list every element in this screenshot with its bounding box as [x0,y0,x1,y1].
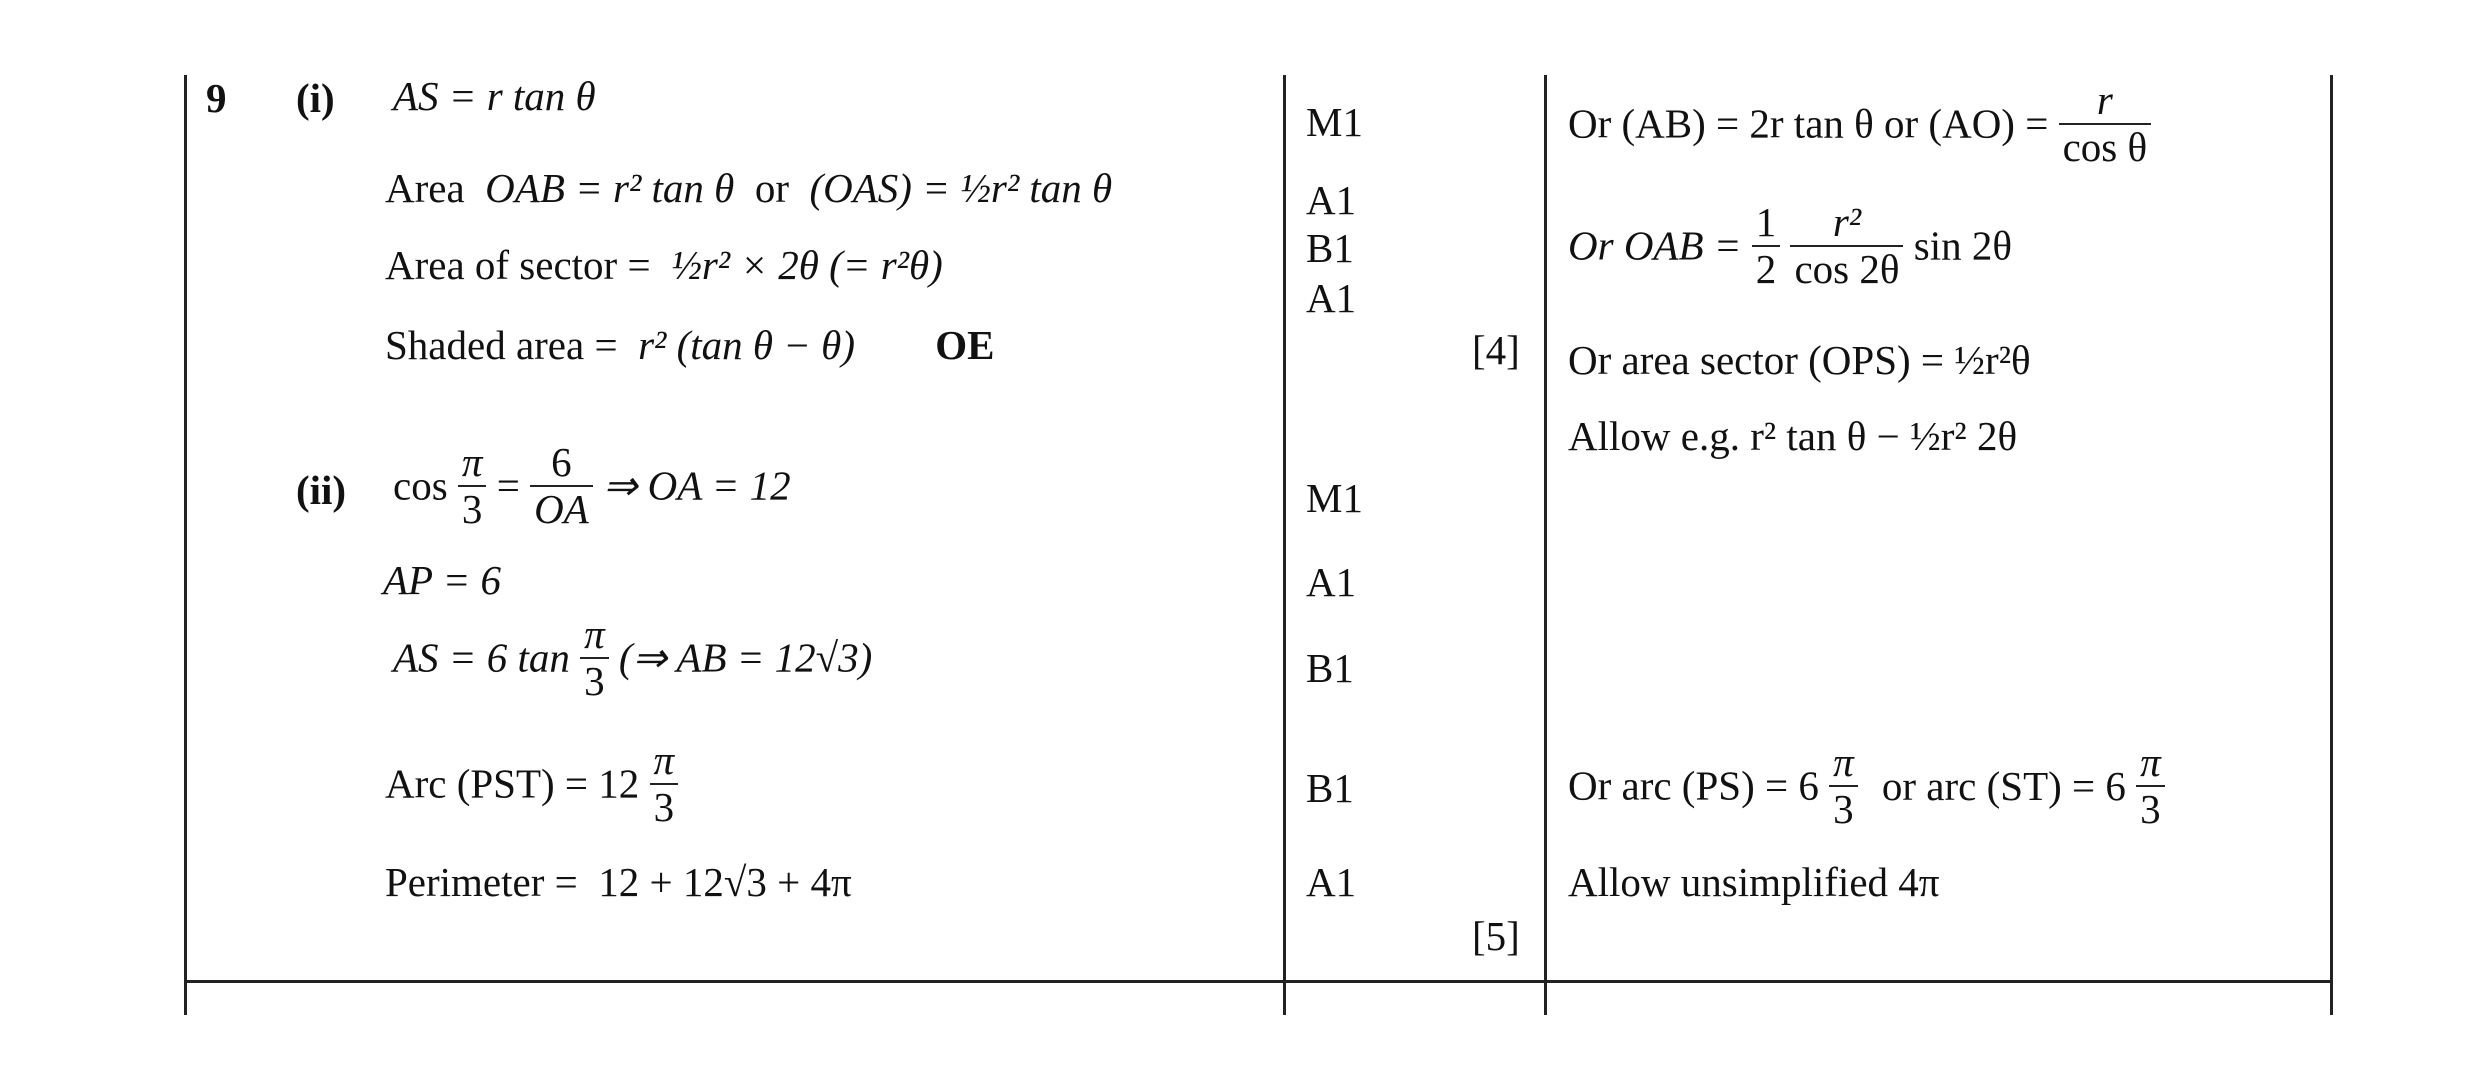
answer-i-line2-alt: (OAS) = ½r² tan θ [809,165,1113,211]
answer-ii-line1-result: ⇒ OA = 12 [602,462,791,509]
answer-i-line3-label: Area of sector = [385,242,651,288]
fraction-numerator: π [1829,740,1858,787]
answer-ii-line3 [393,612,872,704]
mark-m1: M1 [1306,99,1363,145]
fraction-numerator: π [650,738,679,785]
mark-total-i: [4] [1472,327,1520,373]
answer-i-line2-label: Area [385,165,465,211]
mark-a1: A1 [1306,859,1357,905]
six-over-oa-fraction [530,440,593,532]
guidance-line4: Allow e.g. r² tan θ − ½r² 2θ [1568,413,2018,459]
fraction-denominator: cos 2θ [1794,246,1900,293]
fraction-denominator: 3 [1833,786,1854,833]
answer-ii-line5 [385,859,852,905]
fraction-denominator: cos θ [2062,124,2148,171]
answer-ii-line5-expr: 12 + 12√3 + 4π [598,859,852,905]
pi-over-3-fraction [1829,740,1858,832]
fraction-numerator: 1 [1752,200,1781,247]
mark-b1: B1 [1306,645,1354,691]
guidance-line1-text: Or (AB) = 2r tan θ or (AO) = [1568,100,2049,147]
question-number: 9 [206,75,227,121]
fraction-numerator: π [458,440,487,487]
guidance-line5-text-b: or arc (ST) = 6 [1881,762,2126,809]
answer-i-line3-expr: ½r² × 2θ (= r²θ) [671,242,943,288]
part-i-label: (i) [296,75,335,121]
guidance-line5-text-a: Or arc (PS) = 6 [1568,762,1819,809]
answer-i-line4 [385,322,995,368]
pi-over-3-fraction [2136,740,2165,832]
answer-ii-line3-result: (⇒ AB = 12√3) [618,634,873,681]
one-half-fraction [1752,200,1781,292]
row-bottom-border [184,980,2333,983]
pi-over-3-fraction [458,440,487,532]
answer-ii-line1: cos $\frac{\pi}{3}$ = $\frac{6}{OA}$ ⇒ OA = 12 [393,439,791,533]
answer-i-line2-expr: OAB = r² tan θ [485,165,735,211]
r-over-cos-fraction [2059,78,2152,170]
answer-ii-line4-label: Arc (PST) = 12 [385,760,640,807]
cos-label: cos [393,462,448,509]
fraction-denominator: 3 [584,658,605,705]
part-ii-label: (ii) [296,467,347,513]
answer-i-line4-label: Shaded area = [385,322,618,368]
answer-i-line1: AS = r tan θ [393,73,596,119]
fraction-numerator: π [580,612,609,659]
fraction-denominator: 3 [2140,786,2161,833]
guidance-line6: Allow unsimplified 4π [1568,859,1940,905]
fraction-numerator: π [2136,740,2165,787]
guidance-line2-text: Or OAB = [1568,222,1742,269]
mark-m1: M1 [1306,475,1363,521]
answer-ii-line4 [385,738,678,830]
mark-b1: B1 [1306,765,1354,811]
answer-marks-divider [1283,75,1286,1015]
fraction-denominator: 2 [1755,246,1777,293]
pi-over-3-fraction [580,612,609,704]
answer-ii-line3-label: AS = 6 tan [393,634,570,681]
answer-i-line4-expr: r² (tan θ − θ) [638,322,855,368]
fraction-numerator: 6 [530,440,593,487]
fraction-denominator: OA [534,486,589,533]
guidance-line2-sin: sin 2θ [1913,222,2012,269]
answer-ii-line2: AP = 6 [383,557,502,603]
answer-i-line2 [385,165,1113,211]
fraction-numerator: r² [1790,200,1903,247]
fraction-denominator: 3 [653,784,675,831]
answer-ii-line5-label: Perimeter = [385,859,578,905]
mark-a1: A1 [1306,177,1357,223]
pi-over-3-fraction [650,738,679,830]
guidance-line3: Or area sector (OPS) = ½r²θ [1568,337,2031,383]
marks-guidance-divider [1544,75,1547,1015]
guidance-line2 [1568,200,2012,292]
table-left-border [184,75,187,1015]
mark-a1: A1 [1306,275,1357,321]
mark-a1: A1 [1306,559,1357,605]
table-right-border [2330,75,2333,1015]
answer-i-line2-or: or [754,165,789,211]
fraction-numerator: r [2059,78,2152,125]
answer-i-line3 [385,242,943,288]
oe-label: OE [935,322,995,368]
fraction-denominator: 3 [461,486,483,533]
mark-b1: B1 [1306,225,1354,271]
mark-total-ii: [5] [1472,913,1520,959]
r2-over-cos2-fraction [1790,200,1903,292]
guidance-line1 [1568,78,2151,170]
guidance-line5 [1568,740,2165,832]
